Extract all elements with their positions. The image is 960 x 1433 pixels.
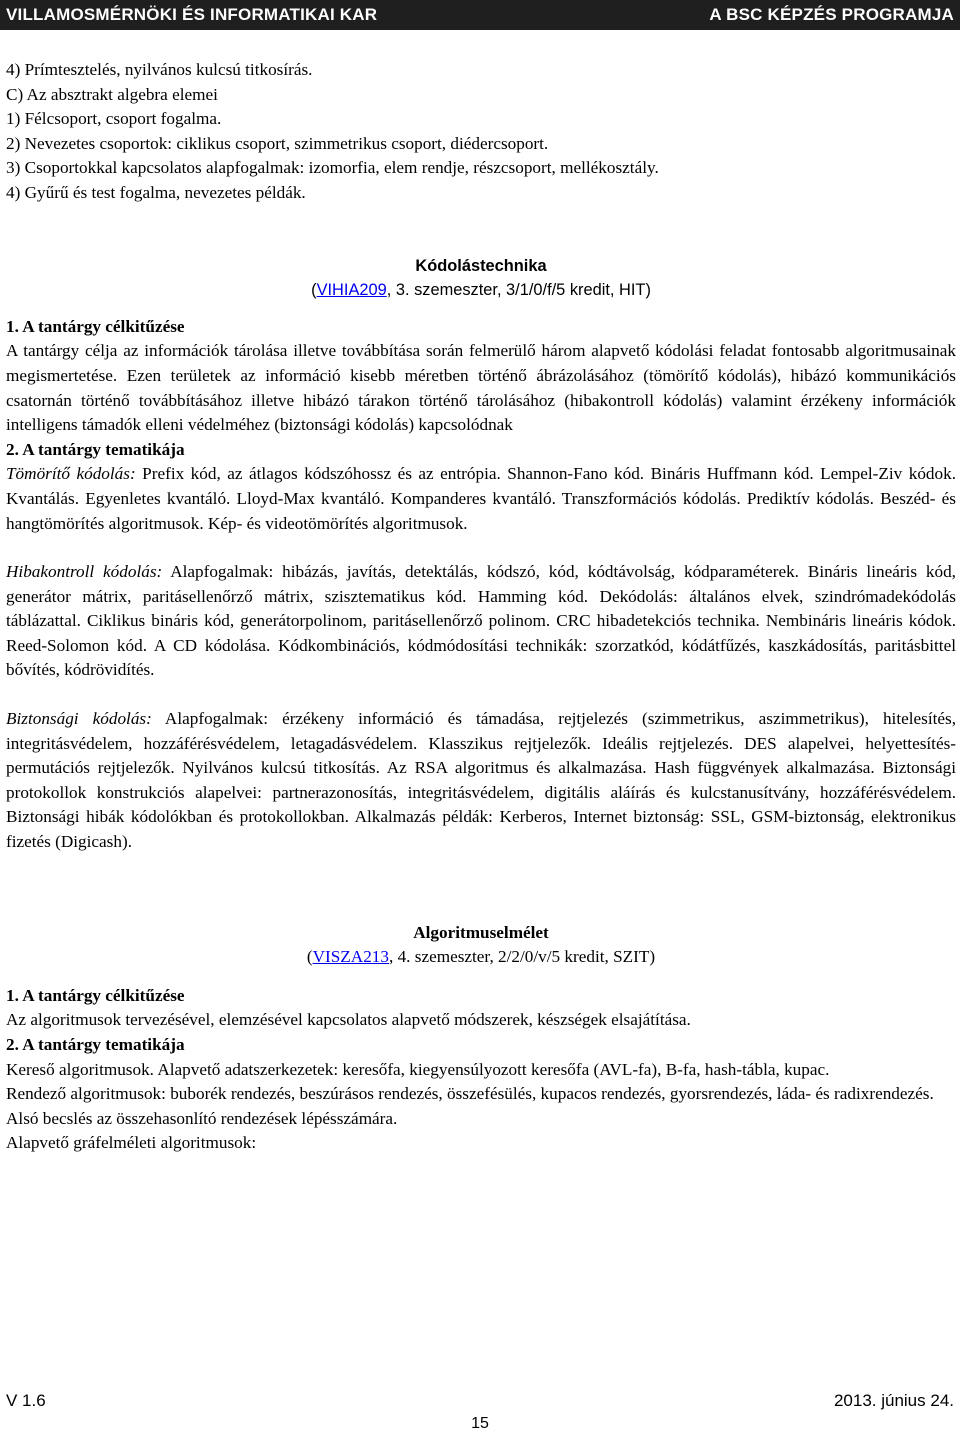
intro-line: 3) Csoportokkal kapcsolatos alapfogalmak: izomorfia, elem rendje, részcsoport, mellékosztály. (6, 158, 659, 178)
intro-line: 1) Félcsoport, csoport fogalma. (6, 109, 222, 129)
intro-line: 2) Nevezetes csoportok: ciklikus csoport, szimmetrikus csoport, diédercsoport. (6, 133, 549, 153)
intro-list (6, 58, 956, 206)
goal-heading: 1. A tantárgy célkitűzése (6, 316, 185, 336)
course-title: Kódolástechnika (415, 256, 547, 275)
intro-line: C) Az absztrakt algebra elemei (6, 84, 218, 104)
course-code-link[interactable]: VISZA213 (312, 947, 389, 967)
goal-heading: 1. A tantárgy célkitűzése (6, 985, 185, 1005)
intro-line: 4) Prímtesztelés, nyilvános kulcsú titkosírás. (6, 60, 313, 79)
topic-lower-bound: Alsó becslés az összehasonlító rendezések lépésszámára. (6, 1108, 398, 1128)
topic-error-control: Hibakontroll kódolás: Alapfogalmak: hibázás, javítás, detektálás, kódszó, kód, kódtávolság, kódparaméterek. Bináris lineáris kód, generátor mátrix, paritásellenőrző mátrix, szisztematikus kód. Hamming kód. Dekódolás: általános elvek, szindrómadekódolás táblázattal. Ciklikus bináris kód, generátorpolinom, paritásellenőrző polinom. CRC hibadetekciós technika. Nembináris lineáris kódok. Reed-Solomon kód. A CD kódolása. Kódkombinációs, kódmódosítási technikák: szorzatkód, kódátfűzés, kaszkádosítás, paritásbittel bővítés, kódrövidítés. (6, 562, 956, 680)
page-header (0, 0, 960, 30)
program-title: A BSC KÉPZÉS PROGRAMJA (709, 5, 954, 24)
course-meta: (VIHIA209, 3. szemeszter, 3/1/0/f/5 kredit, HIT) (311, 281, 651, 300)
page-number: 15 (471, 1415, 489, 1432)
topic-sorting: Rendező algoritmusok: buborék rendezés, beszúrásos rendezés, összefésülés, kupacos rendezés, gyorsrendezés, láda- és radixrendezés. (6, 1084, 934, 1104)
topic-graph: Alapvető gráfelméleti algoritmusok: (6, 1133, 257, 1153)
topic-label: Tömörítő kódolás: (6, 464, 136, 484)
course-title: Algoritmuselmélet (413, 922, 549, 942)
date-label: 2013. június 24. (833, 1391, 954, 1410)
version-label: V 1.6 (6, 1391, 46, 1410)
course-algoritmuselmelet (6, 921, 956, 1156)
course-kodolastechnika (6, 254, 956, 855)
topic-label: Hibakontroll kódolás: (6, 562, 163, 582)
goal-text: A tantárgy célja az információk tárolása illetve továbbítása során felmerülő három alapvető kódolási feladat fontosabb algoritmusainak megismertetése. Ezen területek az információ kisebb méretben történő ábrázolásához (tömörítő kódolás), hibázó kommunikációs csatornán történő továbbításához illetve hibázó tárakon történő tárolásához (hibakontroll kódolás) valamint érzékeny információk intelligens támadók elleni védelméhez (biztonsági kódolás) kapcsolódnak (6, 341, 956, 435)
topic-label: Biztonsági kódolás: (6, 709, 152, 729)
topics-heading: 2. A tantárgy tematikája (6, 439, 185, 459)
topic-compression: Tömörítő kódolás: Prefix kód, az átlagos kódszóhossz és az entrópia. Shannon-Fano kód. Bináris Huffmann kód. Lempel-Ziv kódok. Kvantálás. Egyenletes kvantáló. Lloyd-Max kvantáló. Kompanderes kvantáló. Transzformációs kódolás. Prediktív kódolás. Beszéd- és hangtömörítés algoritmusok. Kép- és videotömörítés algoritmusok. (6, 464, 956, 533)
course-code-link[interactable]: VIHIA209 (316, 281, 387, 300)
faculty-name: VILLAMOSMÉRNÖKI ÉS INFORMATIKAI KAR (6, 5, 378, 24)
course-meta: (VISZA213, 4. szemeszter, 2/2/0/v/5 kredit, SZIT) (306, 947, 656, 967)
goal-text: Az algoritmusok tervezésével, elemzésével kapcsolatos alapvető módszerek, készségek elsajátítása. (6, 1010, 691, 1030)
intro-line: 4) Gyűrű és test fogalma, nevezetes példák. (6, 182, 306, 202)
topics-heading: 2. A tantárgy tematikája (6, 1035, 185, 1054)
topic-security: Biztonsági kódolás: Alapfogalmak: érzékeny információ és támadása, rejtjelezés (szimmetrikus, aszimmetrikus), hitelesítés, integritásvédelem, hozzáférésvédelem, letagadásvédelem. Klasszikus rejtjelezők. Ideális rejtjelezés. DES alapelvei, helyettesítés-permutációs rejtjelezők. Nyilvános kulcsú titkosítás. Az RSA algoritmus és alkalmazása. Hash függvények alkalmazása. Biztonsági protokollok konstrukciós alapelvei: partnerazonosítás, integritásvédelem, digitális aláírás és kulcstanusítvány, hozzáférésvédelem. Biztonsági hibák kódolókban és protokollokban. Alkalmazás példák: Kerberos, Internet biztonság: SSL, GSM-biztonság, elektronikus fizetés (Digicash). (6, 709, 956, 852)
topic-search: Kereső algoritmusok. Alapvető adatszerkezetek: keresőfa, kiegyensúlyozott keresőfa (AVL-fa), B-fa, hash-tábla, kupac. (6, 1059, 830, 1079)
document-body (6, 58, 956, 1156)
page-footer (0, 1386, 960, 1433)
